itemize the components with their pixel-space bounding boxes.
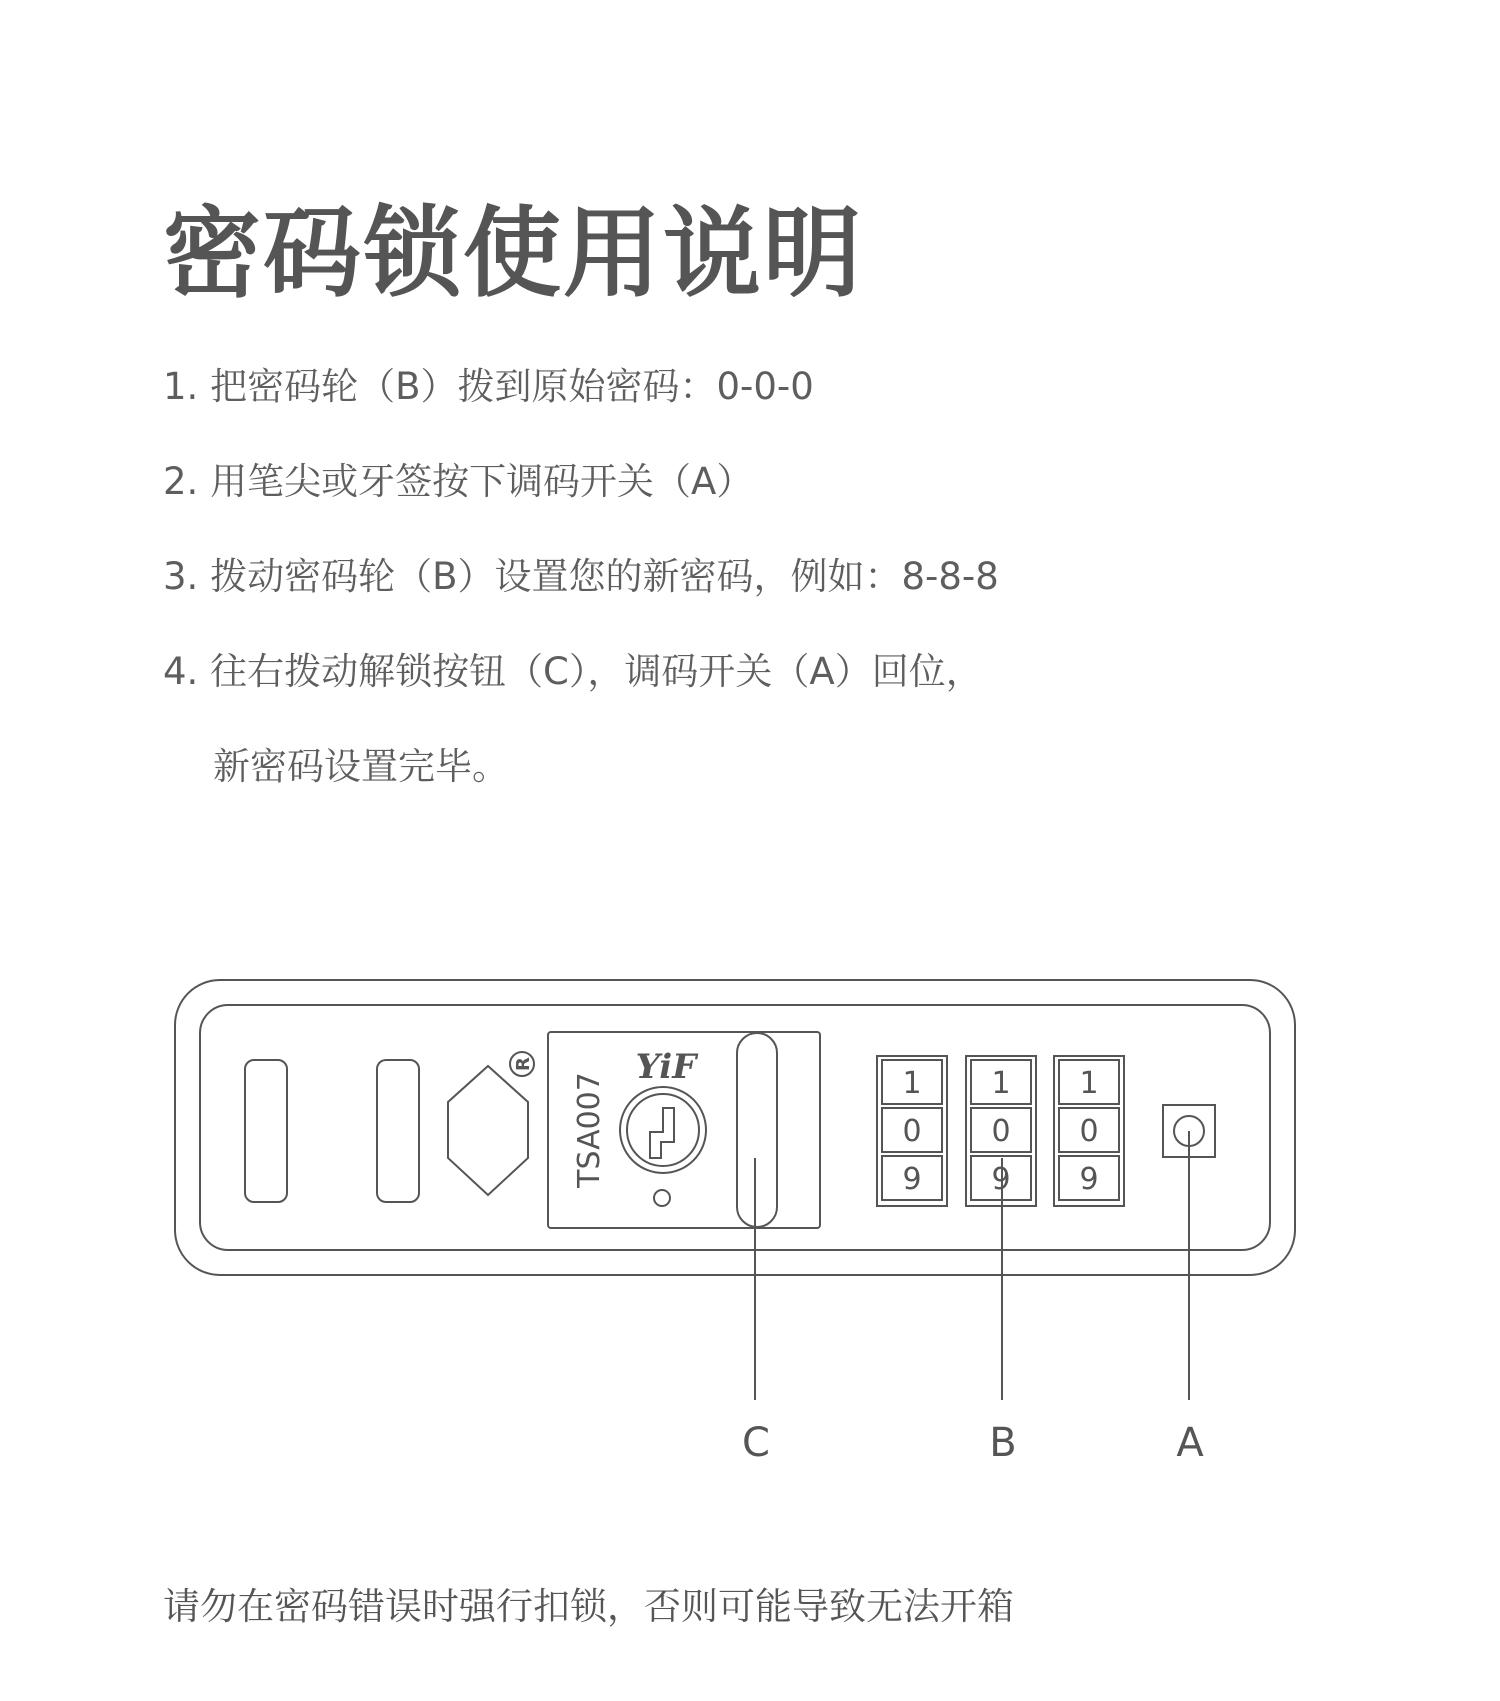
step-4-continued: 新密码设置完毕。	[213, 745, 509, 788]
registered-mark: R	[513, 1057, 534, 1071]
lock-inner-frame	[200, 1005, 1270, 1250]
unlock-button-c	[737, 1033, 777, 1227]
indicator-dot	[654, 1190, 670, 1206]
label-a: A	[1176, 1420, 1204, 1466]
label-b: B	[989, 1420, 1017, 1466]
code-wheel-3-digit-mid: 0	[1079, 1114, 1099, 1149]
lock-diagram	[0, 960, 1500, 1480]
lock-outer-frame	[175, 980, 1295, 1275]
code-wheel-1-digit-bottom: 9	[902, 1162, 922, 1197]
hexagon-logo	[448, 1066, 528, 1195]
model-label: TSA007	[572, 1072, 607, 1188]
code-wheel-1-digit-mid: 0	[902, 1114, 922, 1149]
step-1: 1. 把密码轮（B）拨到原始密码：0-0-0	[163, 365, 814, 408]
code-wheel-3-digit-top: 1	[1079, 1066, 1099, 1101]
label-c: C	[742, 1420, 770, 1466]
step-3: 3. 拨动密码轮（B）设置您的新密码，例如：8-8-8	[163, 555, 999, 598]
brand-logo-text: YiF	[635, 1047, 697, 1087]
code-wheel-2-digit-top: 1	[991, 1066, 1011, 1101]
left-slot-2	[377, 1060, 419, 1202]
step-2: 2. 用笔尖或牙签按下调码开关（A）	[163, 460, 754, 503]
page-title: 密码锁使用说明	[163, 197, 864, 311]
code-wheel-2-digit-bottom: 9	[991, 1162, 1011, 1197]
keyhole-icon	[650, 1108, 674, 1158]
instruction-list	[163, 365, 999, 840]
warning-note: 请勿在密码错误时强行扣锁，否则可能导致无法开箱	[163, 1585, 1014, 1628]
step-4: 4. 往右拨动解锁按钮（C），调码开关（A）回位，	[163, 650, 983, 693]
code-wheel-2-digit-mid: 0	[991, 1114, 1011, 1149]
left-slot-1	[245, 1060, 287, 1202]
code-wheel-1-digit-top: 1	[902, 1066, 922, 1101]
code-wheel-3-digit-bottom: 9	[1079, 1162, 1099, 1197]
